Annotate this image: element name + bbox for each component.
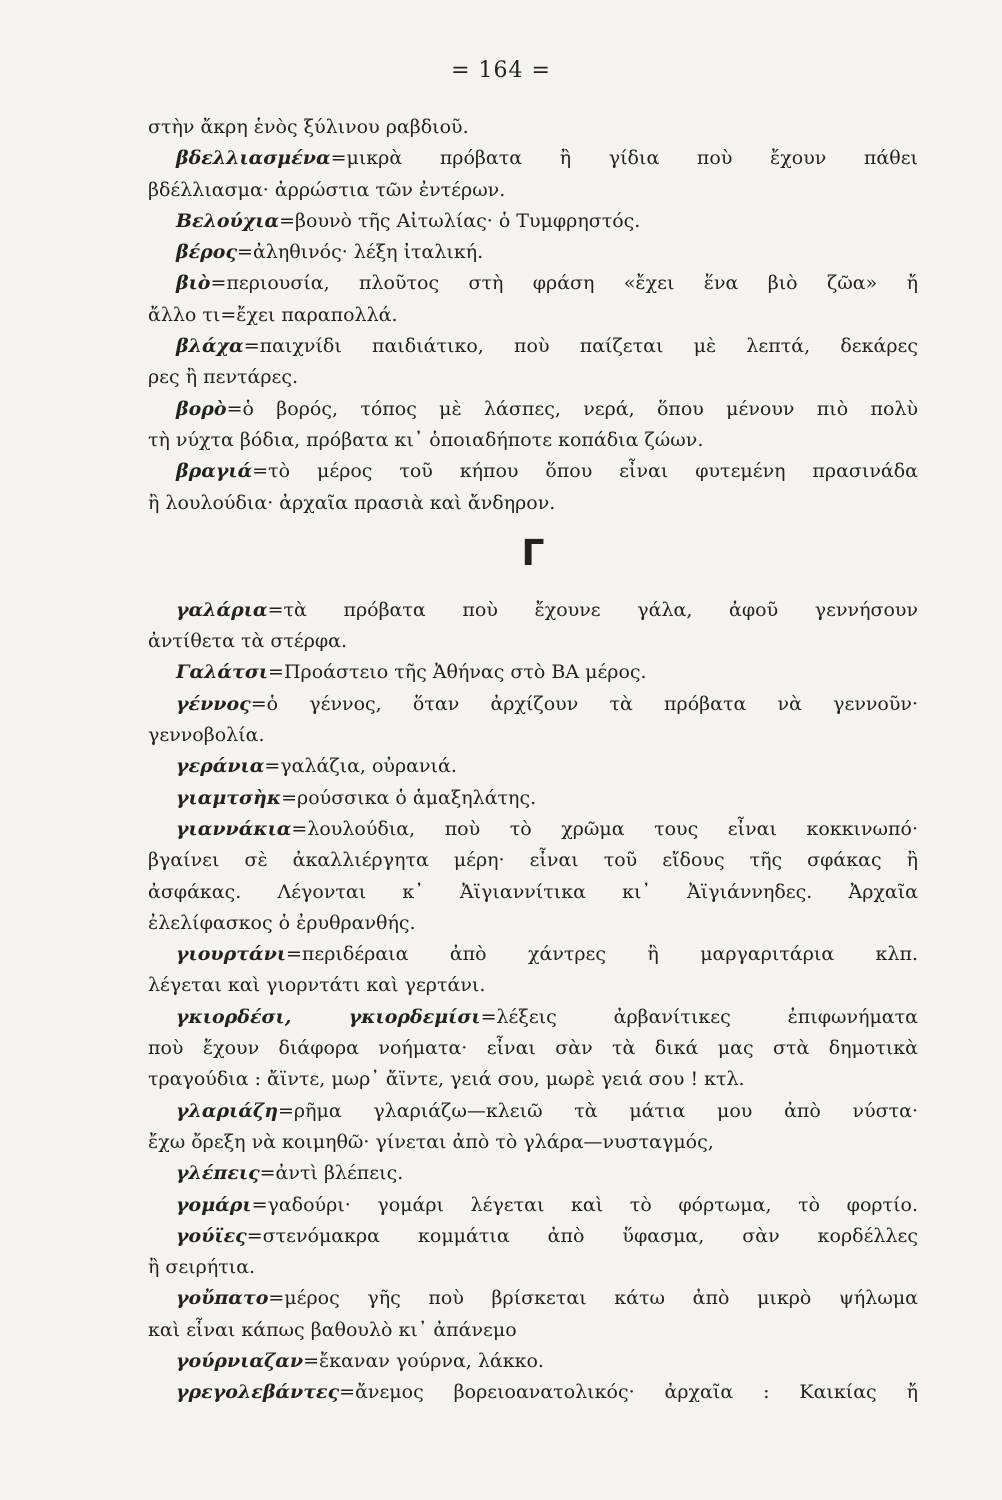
glossary-continuation-line (148, 845, 918, 876)
entries-after-heading (148, 595, 918, 1409)
glossary-entry-line (148, 237, 918, 268)
glossary-continuation-line (148, 877, 918, 908)
glossary-continuation-line (148, 112, 918, 143)
entry-text: καὶ εἶναι κάπως βαθουλὸ κι᾿ ἀπάνεμο (148, 1318, 517, 1341)
glossary-text (148, 112, 918, 1409)
entry-text: ἀσφάκας. Λέγονται κ᾿ Ἀϊγιαννίτικα κι᾿ Ἀϊγιάννηδες. Ἀρχαῖα (148, 880, 918, 903)
entry-text: ἀντίθετα τὰ στέρφα. (148, 630, 348, 653)
entry-text: =ὁ γέννος, ὅταν ἀρχίζουν τὰ πρόβατα νὰ γεννοῦν· (250, 692, 918, 715)
entry-term: γέννος (176, 692, 251, 715)
entry-text: τραγούδια : ἄϊντε, μωρ᾿ ἄϊντε, γειά σου, μωρὲ γειά σου ! κτλ. (148, 1068, 745, 1091)
glossary-continuation-line (148, 1033, 918, 1064)
glossary-continuation-line (148, 175, 918, 206)
glossary-entry-line (148, 268, 918, 299)
glossary-continuation-line (148, 362, 918, 393)
entry-text: ποὺ ἔχουν διάφορα νοήματα· εἶναι σὰν τὰ δικά μας στὰ δημοτικὰ (148, 1037, 918, 1060)
entry-text: =στενόμακρα κομμάτια ἀπὸ ὕφασμα, σὰν κορδέλλες (246, 1224, 918, 1247)
entry-text: ρες ἢ πεντάρες. (148, 366, 299, 389)
glossary-entry-line (148, 1002, 918, 1033)
entry-term: γιουρτάνι (176, 943, 287, 966)
entries-before-heading (148, 112, 918, 519)
glossary-entry-line (148, 206, 918, 237)
entry-term: γούρνιαζαν (176, 1349, 304, 1372)
entry-term: γαλάρια (176, 598, 268, 621)
glossary-continuation-line (148, 425, 918, 456)
entry-term: βορὸ (176, 397, 227, 420)
glossary-entry-line (148, 1096, 918, 1127)
entry-text: λέγεται καὶ γιορντάτι καὶ γερτάνι. (148, 974, 486, 997)
entry-term: Γαλάτσι (176, 661, 269, 684)
entry-term: γούϊες (176, 1224, 247, 1247)
entry-text: ἢ σειρήτια. (148, 1256, 256, 1279)
page-number: = 164 = (451, 58, 551, 83)
entry-text: =Προάστειο τῆς Ἀθήνας στὸ ΒΑ μέρος. (268, 661, 647, 684)
entry-term: βλάχα (176, 335, 244, 358)
entry-term: γρεγολεβάντες (176, 1381, 340, 1404)
entry-text: βγαίνει σὲ ἀκαλλιέργητα μέρη· εἶναι τοῦ εἴδους τῆς σφάκας ἢ (148, 849, 918, 872)
entry-text: ἐλελίφασκος ὁ ἐρυθρανθής. (148, 911, 416, 934)
glossary-entry-line (148, 1377, 918, 1408)
entry-term: βιὸ (176, 272, 211, 295)
glossary-entry-line (148, 1283, 918, 1314)
glossary-entry-line (148, 1190, 918, 1221)
glossary-continuation-line (148, 1315, 918, 1346)
entry-term: βέρος (176, 241, 238, 264)
glossary-entry-line (148, 783, 918, 814)
entry-term: γλαριάζη (176, 1099, 279, 1122)
entry-text: =γαδούρι· γομάρι λέγεται καὶ τὸ φόρτωμα, τὸ φορτίο. (251, 1193, 918, 1216)
entry-text: ἔχω ὄρεξη νὰ κοιμηθῶ· γίνεται ἀπὸ τὸ γλάρα—νυσταγμός, (148, 1130, 714, 1153)
entry-text: =ἀληθινός· λέξη ἰταλική. (237, 241, 484, 264)
entry-text: =ὁ βορός, τόπος μὲ λάσπες, νερά, ὅπου μένουν πιὸ πολὺ (226, 397, 918, 420)
glossary-entry-line (148, 814, 918, 845)
entry-text: =περιουσία, πλοῦτος στὴ φράση «ἔχει ἕνα βιὸ ζῶα» ἤ (210, 272, 918, 295)
entry-text: βδέλλιασμα· ἀρρώστια τῶν ἐντέρων. (148, 178, 506, 201)
glossary-entry-line (148, 689, 918, 720)
glossary-continuation-line (148, 626, 918, 657)
glossary-entry-line (148, 1158, 918, 1189)
entry-text: =ἀντὶ βλέπεις. (259, 1162, 404, 1185)
entry-text: =ρῆμα γλαριάζω—κλειῶ τὰ μάτια μου ἀπὸ νύστα· (278, 1099, 918, 1122)
entry-text: =λουλούδια, ποὺ τὸ χρῶμα τους εἶναι κοκκινωπό· (291, 817, 918, 840)
entry-text: =μικρὰ πρόβατα ἢ γίδια ποὺ ἔχουν πάθει (330, 147, 918, 170)
entry-term: γιαμτσὴκ (176, 786, 282, 809)
entry-text: =λέξεις ἀρβανίτικες ἐπιφωνήματα (480, 1005, 918, 1028)
glossary-continuation-line (148, 488, 918, 519)
entry-text: ἢ λουλούδια· ἀρχαῖα πρασιὰ καὶ ἄνδηρον. (148, 491, 556, 514)
glossary-entry-line (148, 751, 918, 782)
section-heading-gamma: Γ (521, 532, 545, 574)
entry-term: βδελλιασμένα (176, 147, 331, 170)
entry-text: τὴ νύχτα βόδια, πρόβατα κι᾿ ὁποιαδήποτε κοπάδια ζώων. (148, 428, 704, 451)
entry-term: γομάρι (176, 1193, 252, 1216)
entry-text: =περιδέραια ἀπὸ χάντρες ἢ μαργαριτάρια κλπ. (286, 943, 918, 966)
entry-text: =βουνὸ τῆς Αἰτωλίας· ὁ Τυμφρηστός. (279, 209, 641, 232)
entry-text: γεννοβολία. (148, 724, 265, 747)
glossary-continuation-line (148, 1127, 918, 1158)
glossary-entry-line (148, 1346, 918, 1377)
glossary-entry-line (148, 939, 918, 970)
glossary-entry-line (148, 331, 918, 362)
glossary-continuation-line (148, 720, 918, 751)
entry-text: =ἄνεμος βορειοανατολικός· ἀρχαῖα : Καικίας ἤ (339, 1381, 918, 1404)
entry-term: γλέπεις (176, 1162, 260, 1185)
entry-text: =παιχνίδι παιδιάτικο, ποὺ παίζεται μὲ λεπτά, δεκάρες (243, 335, 918, 358)
entry-text: =ἔκαναν γούρνα, λάκκο. (303, 1349, 544, 1372)
glossary-continuation-line (148, 908, 918, 939)
glossary-continuation-line (148, 1252, 918, 1283)
entry-text: =μέρος γῆς ποὺ βρίσκεται κάτω ἀπὸ μικρὸ ψήλωμα (268, 1287, 918, 1310)
entry-term: γιαννάκια (176, 817, 292, 840)
glossary-continuation-line (148, 300, 918, 331)
glossary-continuation-line (148, 1064, 918, 1095)
entry-term: Βελούχια (176, 209, 280, 232)
glossary-entry-line (148, 1221, 918, 1252)
glossary-entry-line (148, 595, 918, 626)
glossary-entry-line (148, 456, 918, 487)
entry-text: =γαλάζια, οὐρανιά. (264, 755, 457, 778)
entry-term: γοὔπατο (176, 1287, 269, 1310)
entry-text: ἄλλο τι=ἔχει παραπολλά. (148, 303, 398, 326)
entry-term: βραγιά (176, 460, 253, 483)
entry-text: =ρούσσικα ὁ ἁμαξηλάτης. (281, 786, 537, 809)
glossary-entry-line (148, 143, 918, 174)
entry-term: γκιορδέσι, γκιορδεμίσι (176, 1005, 481, 1028)
glossary-continuation-line (148, 970, 918, 1001)
entry-text: στὴν ἄκρη ἑνὸς ξύλινου ραβδιοῦ. (148, 116, 469, 138)
entry-term: γεράνια (176, 755, 265, 778)
entry-text: =τὸ μέρος τοῦ κήπου ὅπου εἶναι φυτεμένη πρασινάδα (252, 460, 918, 483)
glossary-entry-line (148, 394, 918, 425)
glossary-entry-line (148, 657, 918, 688)
entry-text: =τὰ πρόβατα ποὺ ἔχουνε γάλα, ἀφοῦ γεννήσουν (267, 598, 918, 621)
